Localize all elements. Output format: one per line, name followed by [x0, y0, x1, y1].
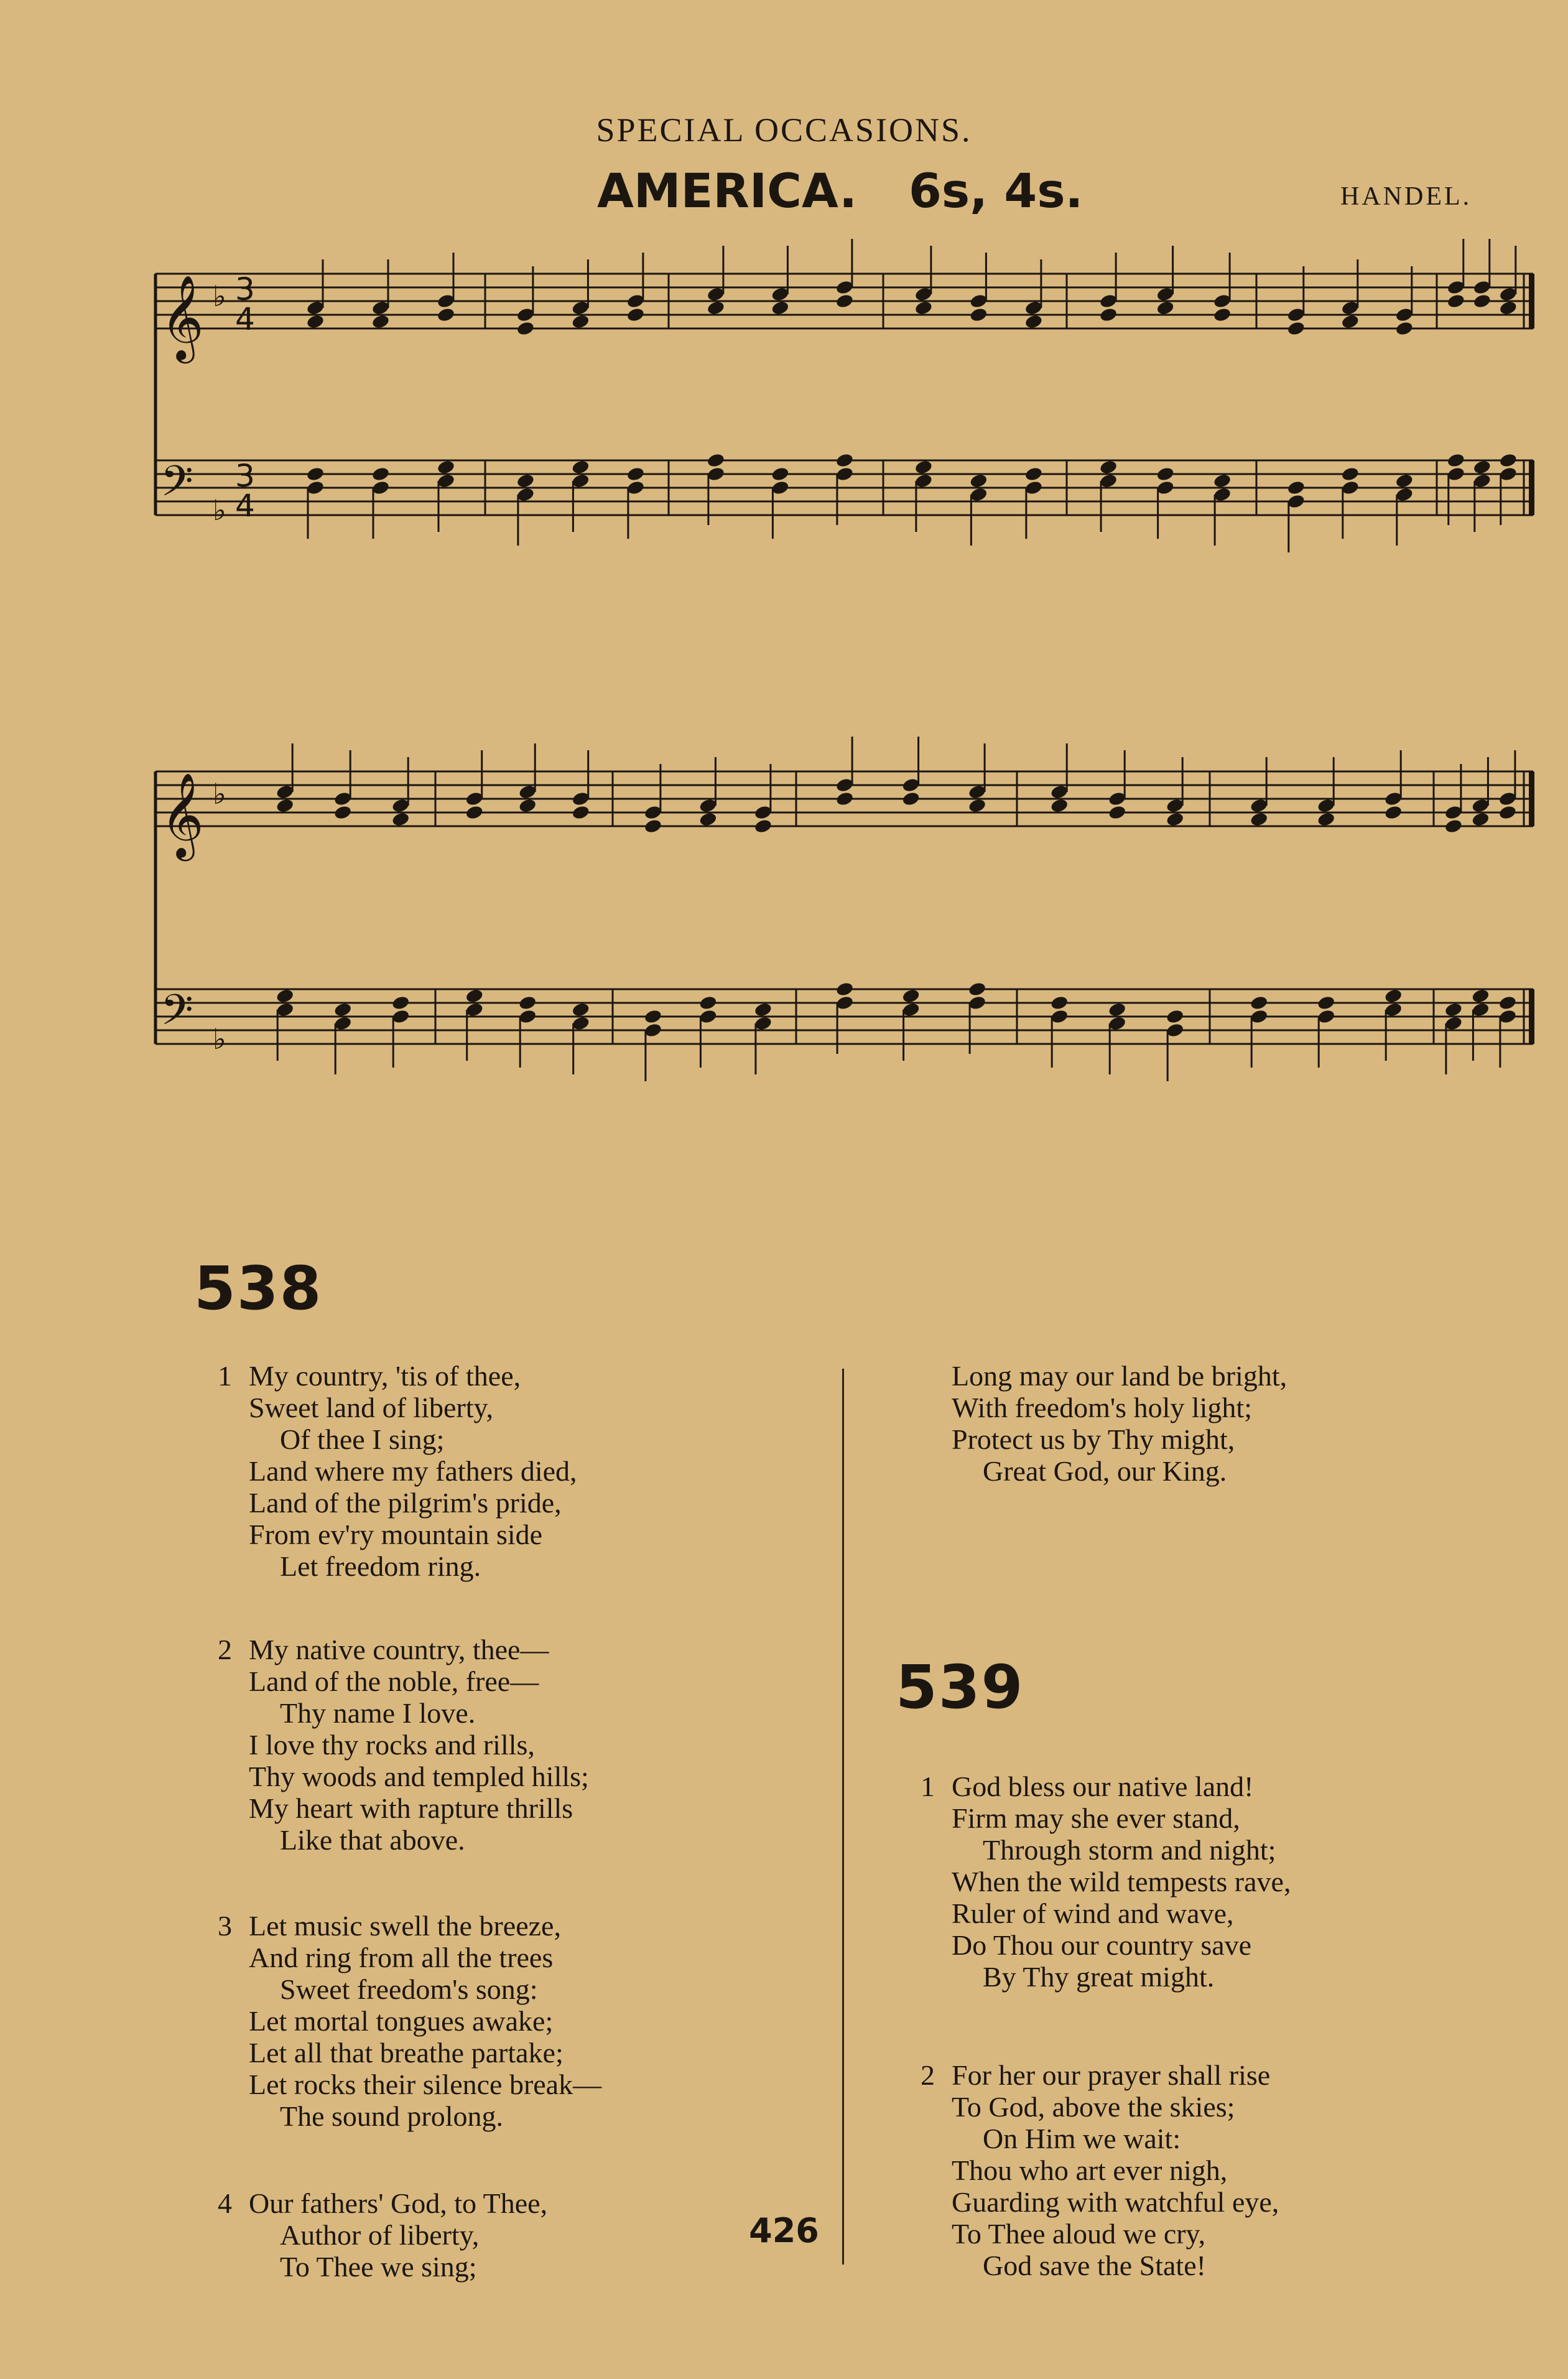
- note-head: [1213, 307, 1232, 323]
- lyric-line: From ev'ry mountain side: [249, 1519, 543, 1550]
- note-head: [465, 804, 484, 821]
- note-head: [968, 981, 987, 997]
- lyric-line: The sound prolong.: [280, 2100, 504, 2132]
- note-head: [276, 988, 295, 1004]
- score-system-1: [149, 236, 1542, 603]
- lyric-line: I love thy rocks and rills,: [249, 1729, 535, 1761]
- note-head: [465, 988, 484, 1004]
- hymn-538-stanza-3: [218, 1910, 602, 2132]
- lyric-line: Of thee I sing;: [280, 1423, 445, 1455]
- final-bar: [1529, 989, 1534, 1044]
- note-head: [1099, 307, 1118, 323]
- tune-title: [597, 163, 1083, 218]
- page-number: 426: [749, 2211, 819, 2250]
- lyric-line: To God, above the skies;: [952, 2091, 1235, 2123]
- lyric-line: With freedom's holy light;: [952, 1392, 1252, 1423]
- stanza-number: 1: [218, 1360, 232, 1392]
- section-header: SPECIAL OCCASIONS.: [596, 111, 972, 149]
- note-head: [698, 995, 718, 1011]
- bass-clef: 𝄢: [160, 457, 193, 516]
- flat-sign: ♭: [213, 493, 226, 527]
- lyric-line: God bless our native land!: [952, 1771, 1254, 1802]
- note-head: [1498, 995, 1518, 1011]
- hymn-538-stanza-4-continued: [952, 1360, 1287, 1487]
- note-head: [626, 466, 646, 482]
- time-signature-top: 3: [235, 271, 255, 307]
- note-head: [754, 818, 773, 834]
- hymn-539-stanza-1: [921, 1771, 1291, 1993]
- note-head: [306, 466, 325, 482]
- note-head: [771, 300, 790, 316]
- note-head: [1050, 798, 1069, 814]
- final-bar: [1529, 771, 1534, 826]
- hymn-number-538: 538: [194, 1254, 323, 1323]
- note-head: [571, 804, 590, 821]
- note-head: [1499, 300, 1518, 316]
- lyric-line: Sweet freedom's song:: [280, 1973, 538, 2005]
- column-divider: [842, 1369, 844, 2265]
- tune-name: AMERICA.: [597, 163, 858, 218]
- note-head: [371, 466, 391, 482]
- lyric-line: Ruler of wind and wave,: [952, 1897, 1234, 1929]
- note-head: [1108, 1002, 1127, 1018]
- note-head: [754, 1002, 773, 1018]
- note-head: [571, 459, 590, 475]
- note-head: [835, 293, 855, 309]
- note-head: [1317, 811, 1336, 827]
- note-head: [698, 811, 718, 827]
- stanza-number: 3: [218, 1910, 232, 1942]
- note-head: [1384, 988, 1403, 1004]
- note-head: [391, 995, 411, 1011]
- lyric-line: Thou who art ever nigh,: [952, 2154, 1228, 2186]
- note-head: [518, 798, 537, 814]
- note-head: [707, 300, 726, 316]
- treble-clef: 𝄞: [160, 771, 204, 857]
- time-signature-top: 3: [235, 458, 255, 494]
- hymn-number-539: 539: [896, 1652, 1024, 1722]
- note-head: [1444, 818, 1464, 834]
- note-head: [333, 804, 353, 821]
- lyric-line: To Thee aloud we cry,: [952, 2218, 1206, 2250]
- note-head: [571, 1002, 590, 1018]
- tune-meter: 6s, 4s.: [908, 163, 1083, 218]
- note-head: [1287, 480, 1306, 496]
- note-head: [518, 995, 537, 1011]
- note-head: [333, 1002, 353, 1018]
- lyric-line: Author of liberty,: [280, 2219, 480, 2251]
- lyric-line: Great God, our King.: [983, 1455, 1227, 1487]
- note-head: [371, 314, 391, 330]
- lyric-line: And ring from all the trees: [249, 1942, 554, 1973]
- lyric-line: Let freedom ring.: [280, 1550, 481, 1582]
- lyric-line: On Him we wait:: [983, 2123, 1181, 2154]
- lyric-line: Guarding with watchful eye,: [952, 2186, 1279, 2218]
- lyric-line: God save the State!: [983, 2250, 1206, 2281]
- score-system-1-svg: [149, 236, 1542, 603]
- note-head: [1156, 466, 1175, 482]
- final-bar: [1529, 274, 1534, 328]
- note-head: [1250, 995, 1269, 1011]
- note-head: [901, 791, 921, 807]
- lyric-line: For her our prayer shall rise: [952, 2059, 1271, 2091]
- lyric-line: Thy name I love.: [280, 1697, 476, 1729]
- note-head: [835, 981, 855, 997]
- note-head: [1166, 1008, 1185, 1025]
- note-head: [1395, 320, 1414, 337]
- note-head: [835, 452, 855, 468]
- note-head: [1024, 314, 1044, 330]
- stanza-number: 2: [921, 2059, 935, 2091]
- note-head: [644, 818, 663, 834]
- note-head: [1498, 804, 1518, 821]
- treble-clef: 𝄞: [160, 274, 204, 360]
- lyric-line: Sweet land of liberty,: [249, 1392, 494, 1423]
- lyric-line: By Thy great might.: [983, 1961, 1215, 1993]
- note-head: [1395, 473, 1414, 489]
- note-head: [1447, 293, 1466, 309]
- note-head: [1471, 811, 1490, 827]
- hymn-538-stanza-2: [218, 1634, 589, 1856]
- lyric-line: Do Thou our country save: [952, 1929, 1252, 1961]
- score-system-2-svg: [149, 728, 1542, 1126]
- lyric-line: My heart with rapture thrills: [249, 1792, 573, 1824]
- note-head: [391, 811, 411, 827]
- note-head: [571, 314, 590, 330]
- note-head: [901, 988, 921, 1004]
- note-head: [1341, 466, 1360, 482]
- lyric-line: To Thee we sing;: [280, 2251, 477, 2283]
- note-head: [1099, 459, 1118, 475]
- note-head: [969, 307, 988, 323]
- time-signature-bottom: 4: [235, 301, 255, 337]
- note-head: [516, 473, 536, 489]
- stanza-number: 4: [218, 2187, 232, 2219]
- lyric-line: Long may our land be bright,: [952, 1360, 1287, 1392]
- note-head: [516, 320, 536, 337]
- note-head: [1213, 473, 1232, 489]
- flat-sign: ♭: [213, 279, 226, 313]
- lyric-line: Land of the pilgrim's pride,: [249, 1487, 562, 1519]
- note-head: [1050, 995, 1069, 1011]
- composer: HANDEL.: [1340, 182, 1472, 211]
- note-head: [1447, 452, 1466, 468]
- hymn-538-stanza-1: [218, 1360, 577, 1582]
- note-head: [1156, 300, 1175, 316]
- lyric-line: My country, 'tis of thee,: [249, 1360, 521, 1392]
- note-head: [1473, 293, 1492, 309]
- lyric-line: Protect us by Thy might,: [952, 1423, 1235, 1455]
- note-head: [1473, 459, 1492, 475]
- note-head: [1250, 811, 1269, 827]
- lyric-line: Let mortal tongues awake;: [249, 2005, 554, 2037]
- lyric-line: Through storm and night;: [983, 1834, 1276, 1866]
- note-head: [276, 798, 295, 814]
- lyric-line: Land where my fathers died,: [249, 1455, 577, 1487]
- stanza-number: 1: [921, 1771, 935, 1802]
- lyric-line: When the wild tempests rave,: [952, 1866, 1291, 1897]
- score-system-2: [149, 728, 1542, 1126]
- flat-sign: ♭: [213, 777, 226, 811]
- note-head: [644, 1008, 663, 1025]
- note-head: [1384, 804, 1403, 821]
- note-head: [1166, 811, 1185, 827]
- lyric-line: Thy woods and templed hills;: [249, 1761, 589, 1792]
- lyric-line: Let rocks their silence break—: [249, 2069, 602, 2100]
- note-head: [914, 300, 934, 316]
- time-signature-bottom: 4: [235, 488, 255, 524]
- note-head: [1444, 1002, 1464, 1018]
- note-head: [306, 314, 325, 330]
- lyric-line: Our fathers' God, to Thee,: [249, 2187, 548, 2219]
- note-head: [1499, 452, 1518, 468]
- lyric-line: Like that above.: [280, 1824, 465, 1856]
- lyric-line: Land of the noble, free—: [249, 1665, 539, 1697]
- note-head: [1024, 466, 1044, 482]
- bass-clef: 𝄢: [160, 986, 193, 1045]
- note-head: [437, 307, 456, 323]
- lyric-line: My native country, thee—: [249, 1634, 549, 1665]
- note-head: [437, 459, 456, 475]
- lyric-line: Let music swell the breeze,: [249, 1910, 561, 1942]
- note-head: [914, 459, 934, 475]
- note-head: [1108, 804, 1127, 821]
- note-head: [1287, 320, 1306, 337]
- note-head: [771, 466, 790, 482]
- final-bar: [1529, 460, 1534, 515]
- lyric-line: Let all that breathe partake;: [249, 2037, 564, 2069]
- lyric-line: Firm may she ever stand,: [952, 1802, 1240, 1834]
- note-head: [707, 452, 726, 468]
- hymn-538-stanza-4-end: [249, 2251, 477, 2283]
- note-head: [1341, 314, 1360, 330]
- note-head: [969, 473, 988, 489]
- note-head: [626, 307, 646, 323]
- note-head: [968, 798, 987, 814]
- note-head: [835, 791, 855, 807]
- stanza-number: 2: [218, 1634, 232, 1665]
- flat-sign: ♭: [213, 1022, 226, 1056]
- note-head: [1317, 995, 1336, 1011]
- note-head: [1471, 988, 1490, 1004]
